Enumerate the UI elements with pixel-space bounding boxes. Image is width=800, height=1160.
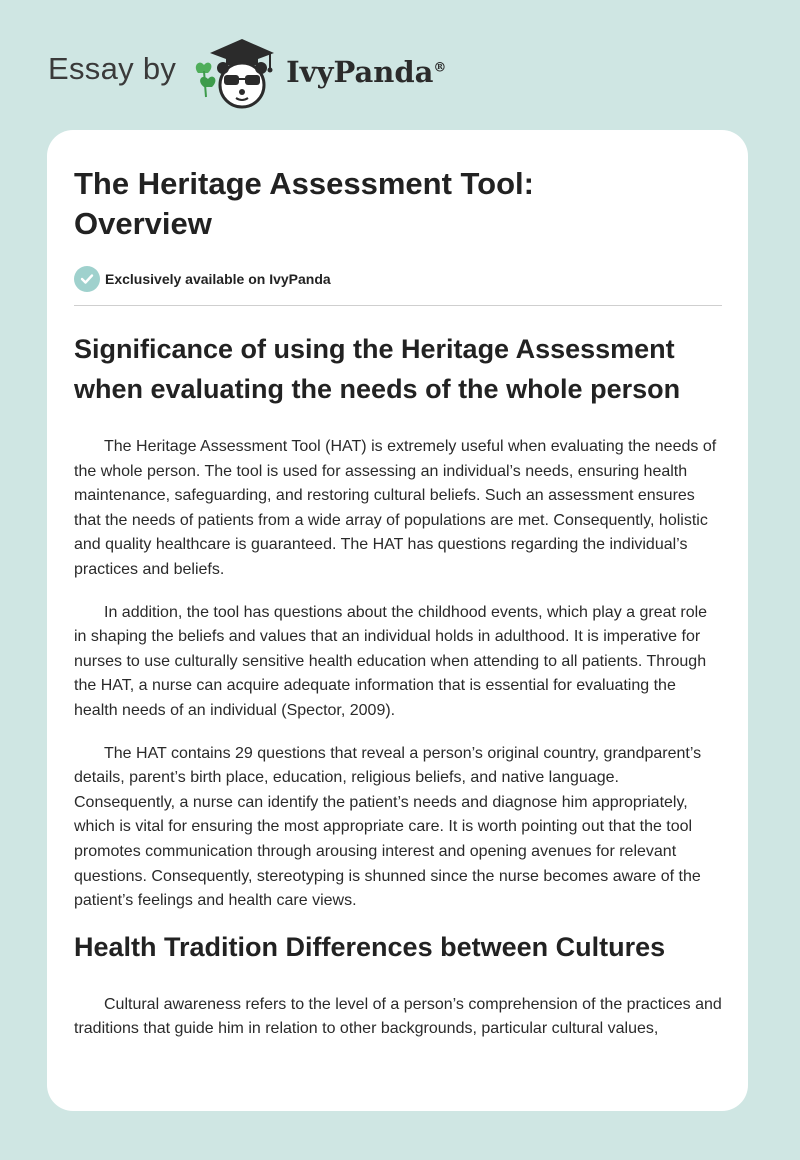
- paragraph: The Heritage Assessment Tool (HAT) is extremely useful when evaluating the needs of the whole person. The tool is used for assessing an individual’s needs, ensuring health maintenance, safeguarding, and restoring cultural beliefs. Such an assessment ensures that the needs of patients from a wide array of populations are met. Consequently, holistic and quality healthcare is guaranteed. The HAT has questions regarding the individual’s practices and beliefs.: [74, 438, 717, 578]
- paragraph: In addition, the tool has questions about the childhood events, which play a great role in shaping the beliefs and values that an individual holds in adulthood. It is imperative for nurses to use culturally sensitive health education when attending to all patients. Through the HAT, a nurse can acquire adequate information that is essential for evaluating the health needs of an individual (Spector, 2009).: [74, 603, 708, 719]
- essay-card: [47, 130, 748, 1111]
- exclusive-badge: [74, 266, 722, 292]
- paragraph: The HAT contains 29 questions that reveal a person’s original country, grandparent’s details, parent’s birth place, education, religious beliefs, and native language. Consequently, a nurse can identify the patient’s needs and diagnose him appropriately, which is vital for ensuring the most appropriate care. It is worth pointing out that the tool promotes communication through arousing interest and opening avenues for relevant questions. Consequently, stereotyping is shunned since the nurse becomes aware of the patient’s feelings and health care views.: [74, 744, 702, 910]
- site-header: [48, 36, 446, 108]
- section-heading: Significance of using the Heritage Assessment when evaluating the needs of the whole person: [74, 334, 681, 404]
- registered-mark: ®: [433, 60, 447, 76]
- brand-name[interactable]: [286, 55, 446, 89]
- badge-label: Exclusively available on IvyPanda: [105, 271, 331, 287]
- essay-by-label: Essay by: [48, 51, 177, 86]
- check-icon: [74, 266, 100, 292]
- section-heading: Health Tradition Differences between Cultures: [74, 931, 666, 962]
- paragraph: Cultural awareness refers to the level of a person’s comprehension of the practices and traditions that guide him in relation to other backgrounds, particular cultural values,: [74, 995, 722, 1038]
- panda-mascot-icon: [190, 35, 282, 109]
- page-title: The Heritage Assessment Tool: Overview: [74, 166, 534, 241]
- divider: [74, 305, 722, 306]
- brand-name-text: IvyPanda: [286, 55, 434, 89]
